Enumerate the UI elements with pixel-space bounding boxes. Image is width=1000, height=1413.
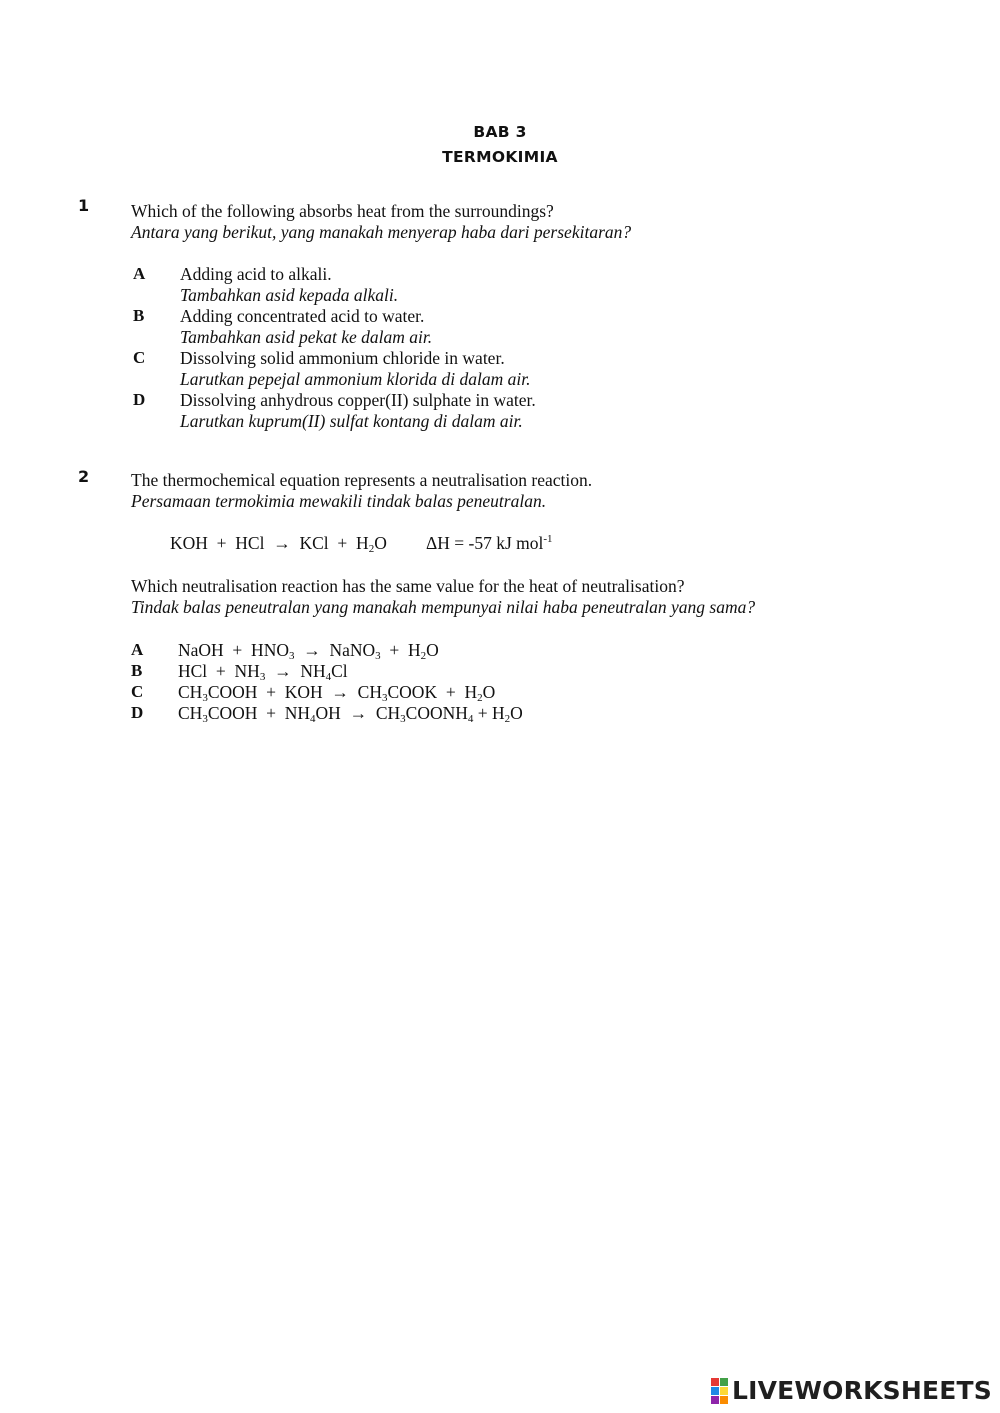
- question-prompt-ms: Tindak balas peneutralan yang manakah mempunyai nilai haba peneutralan yang sama?: [131, 597, 756, 617]
- liveworksheets-logo: [711, 1376, 992, 1405]
- logo-square: [711, 1387, 719, 1395]
- question-stem-en: Which of the following absorbs heat from the surroundings?: [131, 201, 554, 221]
- enthalpy-change: ΔH = -57 kJ mol$^{-1}$: [426, 533, 553, 553]
- option-d-text-ms: Larutkan kuprum(II) sulfat kontang di dalam air.: [180, 411, 523, 431]
- option-d-letter[interactable]: D: [131, 703, 144, 722]
- page-title: TERMOKIMIA: [442, 148, 558, 166]
- reactant-2: HCl: [235, 533, 265, 553]
- option-a-text-ms: Tambahkan asid kepada alkali.: [180, 285, 399, 305]
- plus-sign: +: [337, 533, 348, 553]
- option-d-text-en[interactable]: Dissolving anhydrous copper(II) sulphate in water.: [180, 390, 536, 410]
- plus-sign: +: [216, 533, 227, 553]
- product-1: KCl: [299, 533, 329, 553]
- logo-text: LIVEWORKSHEETS: [731, 1376, 992, 1405]
- product-2: $H_2O$: [356, 533, 387, 555]
- question-stem-en: The thermochemical equation represents a neutralisation reaction.: [131, 470, 593, 490]
- option-b-letter[interactable]: B: [133, 306, 145, 325]
- option-a-letter[interactable]: A: [131, 640, 144, 659]
- logo-square: [720, 1396, 728, 1404]
- option-a-text-en[interactable]: Adding acid to alkali.: [180, 264, 332, 284]
- option-d-letter[interactable]: D: [133, 390, 146, 409]
- logo-square: [720, 1378, 728, 1386]
- logo-square: [720, 1387, 728, 1395]
- option-c-equation[interactable]: $CH_3COOH$ + KOH → $CH_3COOK + H_2O$: [178, 682, 496, 704]
- option-b-text-en[interactable]: Adding concentrated acid to water.: [180, 306, 425, 326]
- option-c-letter[interactable]: C: [131, 682, 144, 701]
- logo-icon: [711, 1378, 728, 1404]
- reaction-arrow: →: [273, 533, 291, 553]
- option-a-letter[interactable]: A: [133, 264, 146, 283]
- chapter-label: BAB 3: [473, 123, 527, 141]
- option-b-equation[interactable]: HCl + $NH_3 \to NH_4Cl$: [178, 661, 348, 683]
- option-c-letter[interactable]: C: [133, 348, 146, 367]
- option-b-text-ms: Tambahkan asid pekat ke dalam air.: [180, 327, 433, 347]
- option-b-letter[interactable]: B: [131, 661, 143, 680]
- logo-square: [711, 1378, 719, 1386]
- logo-square: [711, 1396, 719, 1404]
- question-number: 1: [78, 196, 90, 215]
- question-prompt-en: Which neutralisation reaction has the same value for the heat of neutralisation?: [131, 576, 685, 596]
- reactant-1: KOH: [170, 533, 208, 553]
- option-c-text-en[interactable]: Dissolving solid ammonium chloride in water.: [180, 348, 505, 368]
- option-a-equation[interactable]: NaOH + $HNO_3$ → NaNO$_3$ + $H_2O$: [178, 640, 439, 662]
- thermochemical-equation: [170, 533, 387, 554]
- question-stem-ms: Persamaan termokimia mewakili tindak balas peneutralan.: [131, 491, 547, 511]
- option-c-text-ms: Larutkan pepejal ammonium klorida di dalam air.: [180, 369, 531, 389]
- question-stem-ms: Antara yang berikut, yang manakah menyerap haba dari persekitaran?: [131, 222, 632, 242]
- option-d-equation[interactable]: $CH_3COOH + NH_4OH$ → $CH_3COONH_4 + H_2O$: [178, 703, 523, 725]
- question-number: 2: [78, 467, 90, 486]
